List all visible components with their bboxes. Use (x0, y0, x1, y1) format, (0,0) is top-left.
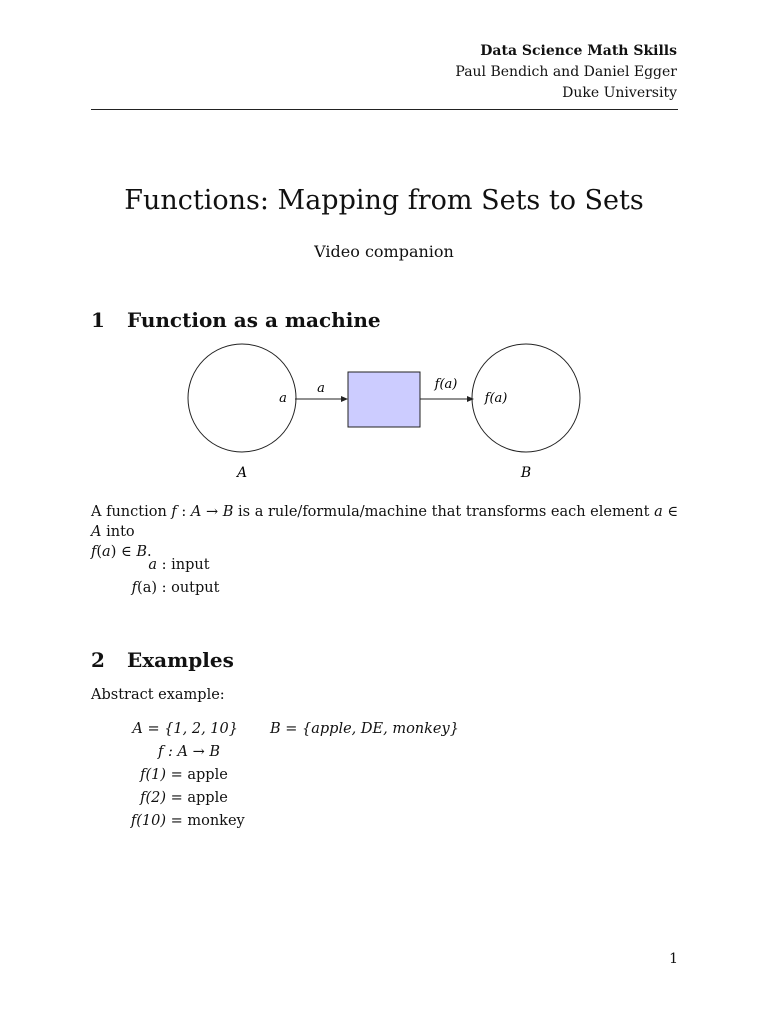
para-text: : (176, 504, 191, 520)
codomain-label: B (520, 465, 532, 481)
para-text: A function (91, 504, 172, 520)
para-math: B (222, 504, 234, 520)
document-subtitle: Video companion (314, 242, 454, 261)
definition-symbol: a (148, 557, 157, 573)
mapping-rhs: = apple (166, 767, 228, 783)
para-text: ∈ (662, 504, 679, 520)
function-machine-box (348, 372, 420, 427)
section-title: Examples (127, 648, 234, 672)
set-b: B = {apple, DE, monkey} (270, 721, 459, 737)
mapping-rhs: = monkey (166, 813, 245, 829)
definition-meaning: : input (157, 557, 210, 573)
section-number: 2 (91, 648, 105, 672)
mapping-row (120, 810, 459, 833)
input-arrowhead (341, 396, 348, 402)
para-text: into (101, 524, 135, 540)
output-point-label: f(a) (484, 391, 508, 406)
para-math: A (190, 504, 202, 520)
author-names: Paul Bendich and Daniel Egger (455, 64, 677, 80)
output-arrow-label: f(a) (434, 377, 458, 392)
mapping-row (120, 787, 459, 810)
document-title: Functions: Mapping from Sets to Sets (124, 185, 644, 216)
para-text: ( (96, 544, 103, 560)
header-rule (91, 109, 678, 110)
para-math: A (91, 524, 102, 540)
function-signature: f : A → B (158, 744, 220, 760)
document-header (455, 41, 677, 104)
section-number: 1 (91, 308, 105, 332)
input-point-label: a (279, 391, 287, 406)
definition-symbol-rest: (a) (137, 580, 157, 596)
function-signature-row (120, 741, 459, 764)
para-math: f (91, 544, 97, 560)
input-output-definitions (120, 554, 219, 600)
mapping-row (120, 764, 459, 787)
para-math: a (654, 504, 663, 520)
set-definitions-row (120, 718, 459, 741)
section-heading-2 (91, 648, 234, 672)
para-text: . (146, 544, 152, 560)
para-math: B (136, 544, 147, 560)
function-definition-paragraph (91, 502, 681, 562)
page-number: 1 (669, 951, 678, 967)
output-arrowhead (467, 396, 474, 402)
examples-intro: Abstract example: (91, 687, 225, 703)
mapping-lhs: f(2) (140, 790, 166, 806)
para-math: a (102, 544, 111, 560)
para-text: is a rule/formula/machine that transforms each element (233, 504, 655, 520)
course-name: Data Science Math Skills (480, 43, 677, 59)
definition-meaning: : output (157, 580, 220, 596)
para-text: ) ∈ (110, 544, 137, 560)
institution-name: Duke University (562, 85, 677, 101)
section-title: Function as a machine (127, 308, 381, 332)
definition-symbol: f (131, 580, 138, 596)
definition-row (120, 577, 219, 600)
para-text: → (201, 504, 223, 520)
definition-row (120, 554, 219, 577)
mapping-rhs: = apple (166, 790, 228, 806)
input-arrow-label: a (317, 381, 325, 396)
mapping-lhs: f(10) (130, 813, 166, 829)
mapping-lhs: f(1) (140, 767, 166, 783)
section-heading-1 (91, 308, 381, 332)
para-math: f (171, 504, 177, 520)
set-a: A = {1, 2, 10} (132, 721, 238, 737)
function-machine-diagram (0, 330, 768, 490)
abstract-example (120, 718, 459, 833)
domain-label: A (236, 465, 248, 481)
